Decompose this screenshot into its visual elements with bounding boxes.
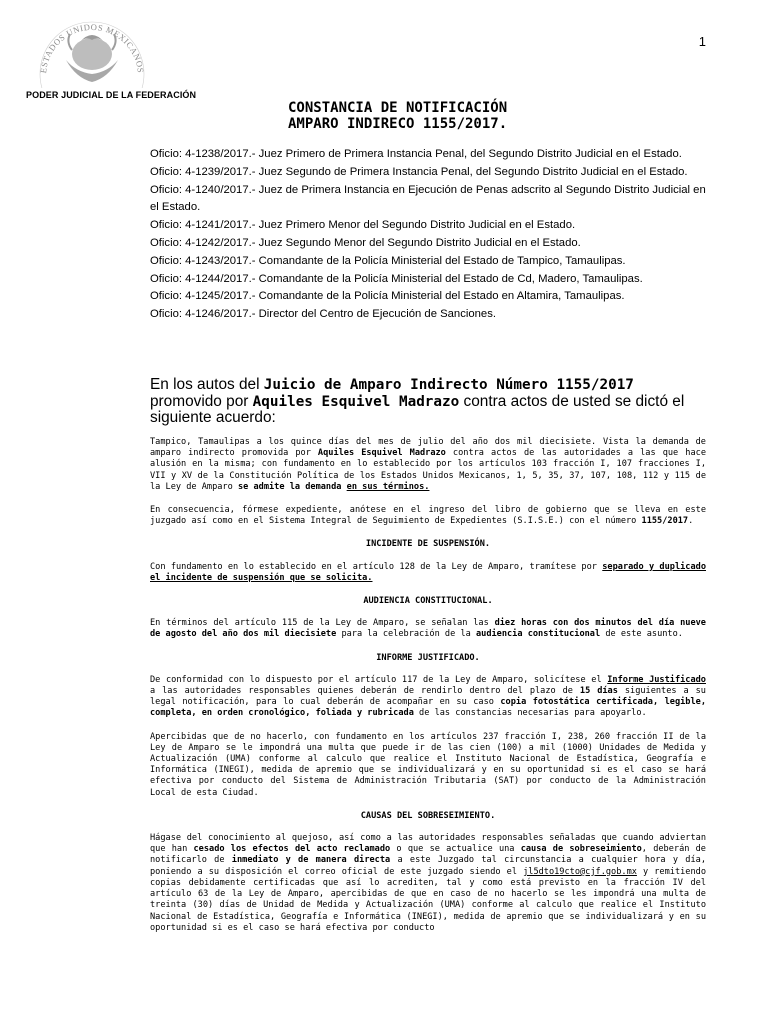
text-run-bold: 1155/2017 [641, 516, 689, 527]
oficio-item: Oficio: 4-1242/2017.- Juez Segundo Menor del Segundo Distrito Judicial en el Estado. [150, 236, 581, 249]
text-run: de las constancias necesarias para apoyarlo. [413, 708, 647, 719]
svg-text:ESTADOS UNIDOS MEXICANOS: ESTADOS UNIDOS MEXICANOS [38, 21, 146, 74]
text-run-bold-underline: Informe Justificado [607, 674, 706, 685]
text-run-bold-underline: en sus términos. [346, 481, 430, 492]
paragraph-sobreseimiento [150, 833, 706, 934]
court-email-link[interactable]: jl5dto19cto@cjf.gob.mx [523, 866, 637, 877]
text-run-bold: se admite la demanda [237, 481, 342, 492]
text-run: de este asunto. [600, 629, 683, 640]
title-line-2: AMPARO INDIRECO 1155/2017. [288, 116, 508, 132]
heading-suspension: INCIDENTE DE SUSPENSIÓN. [365, 539, 491, 550]
oficio-item: Oficio: 4-1240/2017.- Juez de Primera Instancia en Ejecución de Penas adscrito al Segundo Distrito Judicial en el Estado. [150, 183, 706, 214]
text-run-bold: 15 días [579, 686, 618, 697]
text-run: En consecuencia, fórmese expediente, anótese en el ingreso del libro de gobierno que se lleva en este juzgado así como en el Sistema Integral de Seguimiento de Expedientes (S.I.S.E.) con el número [150, 505, 706, 527]
oficio-item: Oficio: 4-1244/2017.- Comandante de la Policía Ministerial del Estado de Cd, Madero, Tamaulipas. [150, 272, 643, 285]
text-run-bold: diez horas con dos minutos del día nueve de agosto del año dos mil diecisiete [150, 618, 706, 640]
oficios-list [150, 146, 710, 324]
heading-audiencia: AUDIENCIA CONSTITUCIONAL. [363, 596, 493, 607]
federal-seal-logo [36, 2, 148, 88]
oficio-item: Oficio: 4-1238/2017.- Juez Primero de Primera Instancia Penal, del Segundo Distrito Judicial en el Estado. [150, 148, 682, 160]
text-run: siguientes a su legal notificación, para lo cual deberán de acompañar en su caso [150, 686, 706, 708]
oficio-item: Oficio: 4-1246/2017.- Director del Centro de Ejecución de Sanciones. [150, 308, 497, 321]
paragraph-registration [150, 505, 706, 527]
court-name: PODER JUDICIAL DE LA FEDERACIÓN [26, 90, 197, 100]
paragraph-suspension [150, 562, 706, 584]
text-run-bold: inmediato y de manera directa [231, 855, 391, 866]
text-run: Tampico, Tamaulipas a los quince días del mes de julio del año dos mil diecisiete. Vista la demanda de amparo indirecto promovida por [150, 437, 706, 459]
text-run: contra actos de las autoridades a las que hace alusión en la misma; con fundamento en lo establecido por los artículos 103 fracción I, 107 fracciones I, VII y XV de la Constitución Política de los Estados Unidos Mexicanos, 1, 5, 35, 37, 107, 108, 112 y 115 de la Ley de Amparo [150, 448, 706, 492]
paragraph-audiencia [150, 618, 706, 640]
document-title [288, 100, 507, 132]
text-run-bold: copia fotostática certificada, legible, completa, en orden cronológico, foliada y rubricada [150, 697, 706, 719]
paragraph-apercibidas: Apercibidas que de no hacerlo, con fundamento en los artículos 237 fracción I, 238, 260 fracción II de la Ley de Amparo se le impondrá una multa que puede ir de las cien (100) a mil (1000) Unidades de Medida y Actualización (UMA) conforme al calculo que realice el Instituto Nacional de Estadística, Geografía e Informática (INEGI), medida de apremio que se individualizará y en su oportunidad si es el caso se hará efectiva por conducto del Sistema de Administración Tributaria (SAT) por conducto de la Administración Local de esta Ciudad. [150, 731, 706, 798]
agreement-body [150, 437, 706, 946]
paragraph-admission [150, 437, 706, 493]
text-run: , deberán de notificarlo de [150, 844, 706, 866]
page-number: 1 [698, 34, 706, 49]
text-run: y remitiendo copias debidamente certificadas que así lo acrediten, tal y como está previsto en la fracción IV del artículo 63 de la Ley de Amparo, apercibidas de que en caso de no hacerlo se les impondrá una multa de treinta (30) días de Unidad de Medida y Actualización (UMA) conforme al calculo que realice el Instituto Nacional de Estadística, Geografía e Informática (INEGI), medida de apremio que se individualizará y en su oportunidad si es el caso se hará efectiva por conducto [150, 866, 707, 933]
text-run-bold: causa de sobreseimiento [520, 844, 642, 855]
oficio-item: Oficio: 4-1245/2017.- Comandante de la Policía Ministerial del Estado en Altamira, Tamaulipas. [150, 290, 625, 303]
text-run-bold: cesado los efectos del acto reclamado [193, 844, 391, 855]
paragraph-informe [150, 675, 706, 720]
intro-text: En los autos del [150, 376, 264, 393]
text-run: a las autoridades responsables quienes deberán de rendirlo dentro del plazo de [150, 686, 580, 697]
case-number: Juicio de Amparo Indirecto Número 1155/2017 [263, 377, 634, 393]
text-run: a este Juzgado tal circunstancia a cualquier hora y día, poniendo a su disposición el correo oficial de este juzgado siendo el [150, 855, 707, 877]
intro-text: promovido por [150, 392, 253, 410]
oficio-item: Oficio: 4-1239/2017.- Juez Segundo de Primera Instancia Penal, del Segundo Distrito Judicial en el Estado. [150, 165, 688, 178]
text-run: En términos del artículo 115 de la Ley de Amparo, se señalan las [150, 618, 495, 629]
text-run: para la celebración de la [336, 629, 476, 640]
text-run: Hágase del conocimiento al quejoso, así como a las autoridades responsables señaladas que cuando adviertan que han [150, 833, 706, 855]
text-run: o que se actualice una [390, 844, 521, 855]
intro-paragraph [150, 377, 710, 427]
text-run-bold: audiencia constitucional [475, 629, 601, 640]
intro-text: contra actos de usted se dictó el siguiente acuerdo: [150, 392, 685, 426]
text-run: . [688, 516, 694, 527]
oficio-item: Oficio: 4-1241/2017.- Juez Primero Menor del Segundo Distrito Judicial en el Estado. [150, 219, 576, 232]
heading-informe: INFORME JUSTIFICADO. [376, 652, 480, 663]
text-run: Con fundamento en lo establecido en el artículo 128 de la Ley de Amparo, tramítese por [150, 561, 603, 572]
text-run-bold: Aquiles Esquivel Madrazo [317, 448, 446, 459]
text-run: De conformidad con lo dispuesto por el artículo 117 de la Ley de Amparo, solicítese el [150, 674, 608, 685]
text-run-bold-underline: separado y duplicado el incidente de suspensión que se solicita. [150, 561, 706, 583]
oficio-item: Oficio: 4-1243/2017.- Comandante de la Policía Ministerial del Estado de Tampico, Tamaulipas. [150, 254, 626, 267]
heading-sobreseimiento: CAUSAS DEL SOBRESEIMIENTO. [360, 810, 496, 821]
plaintiff-name: Aquiles Esquivel Madrazo [252, 393, 460, 410]
title-line-1: CONSTANCIA DE NOTIFICACIÓN [288, 100, 508, 116]
